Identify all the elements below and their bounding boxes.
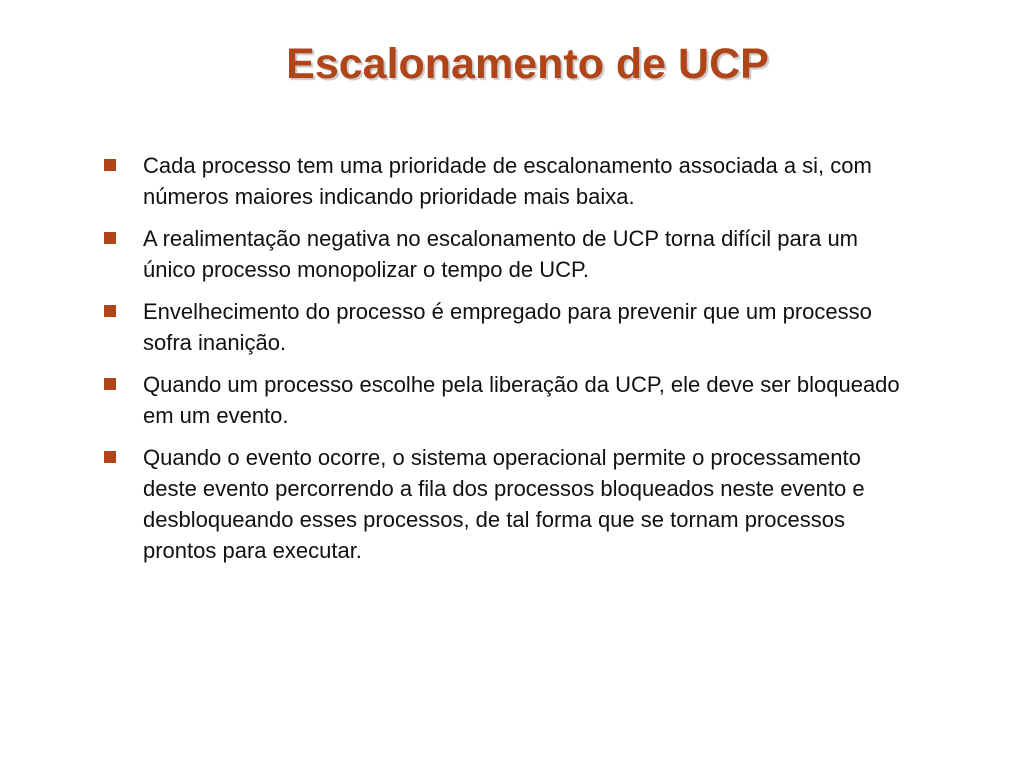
bullet-item	[102, 223, 912, 285]
bullet-text: Envelhecimento do processo é empregado para prevenir que um processo sofra inanição.	[143, 299, 872, 355]
bullet-item	[102, 442, 912, 566]
square-bullet-icon	[104, 378, 116, 390]
square-bullet-icon	[104, 305, 116, 317]
bullet-text: Quando o evento ocorre, o sistema operacional permite o processamento deste evento percorrendo a fila dos processos bloqueados neste evento e desbloqueando esses processos, de tal forma que se tornam processos prontos para executar.	[143, 445, 865, 563]
square-bullet-icon	[104, 159, 116, 171]
bullet-item	[102, 296, 912, 358]
square-bullet-icon	[104, 232, 116, 244]
slide-title: Escalonamento de UCP	[286, 40, 769, 88]
bullet-text: Quando um processo escolhe pela liberação da UCP, ele deve ser bloqueado em um evento.	[143, 372, 900, 428]
square-bullet-icon	[104, 451, 116, 463]
bullet-list	[102, 150, 912, 577]
bullet-item	[102, 150, 912, 212]
bullet-item	[102, 369, 912, 431]
bullet-text: Cada processo tem uma prioridade de escalonamento associada a si, com números maiores indicando prioridade mais baixa.	[143, 153, 872, 209]
bullet-text: A realimentação negativa no escalonamento de UCP torna difícil para um único processo monopolizar o tempo de UCP.	[143, 226, 859, 282]
